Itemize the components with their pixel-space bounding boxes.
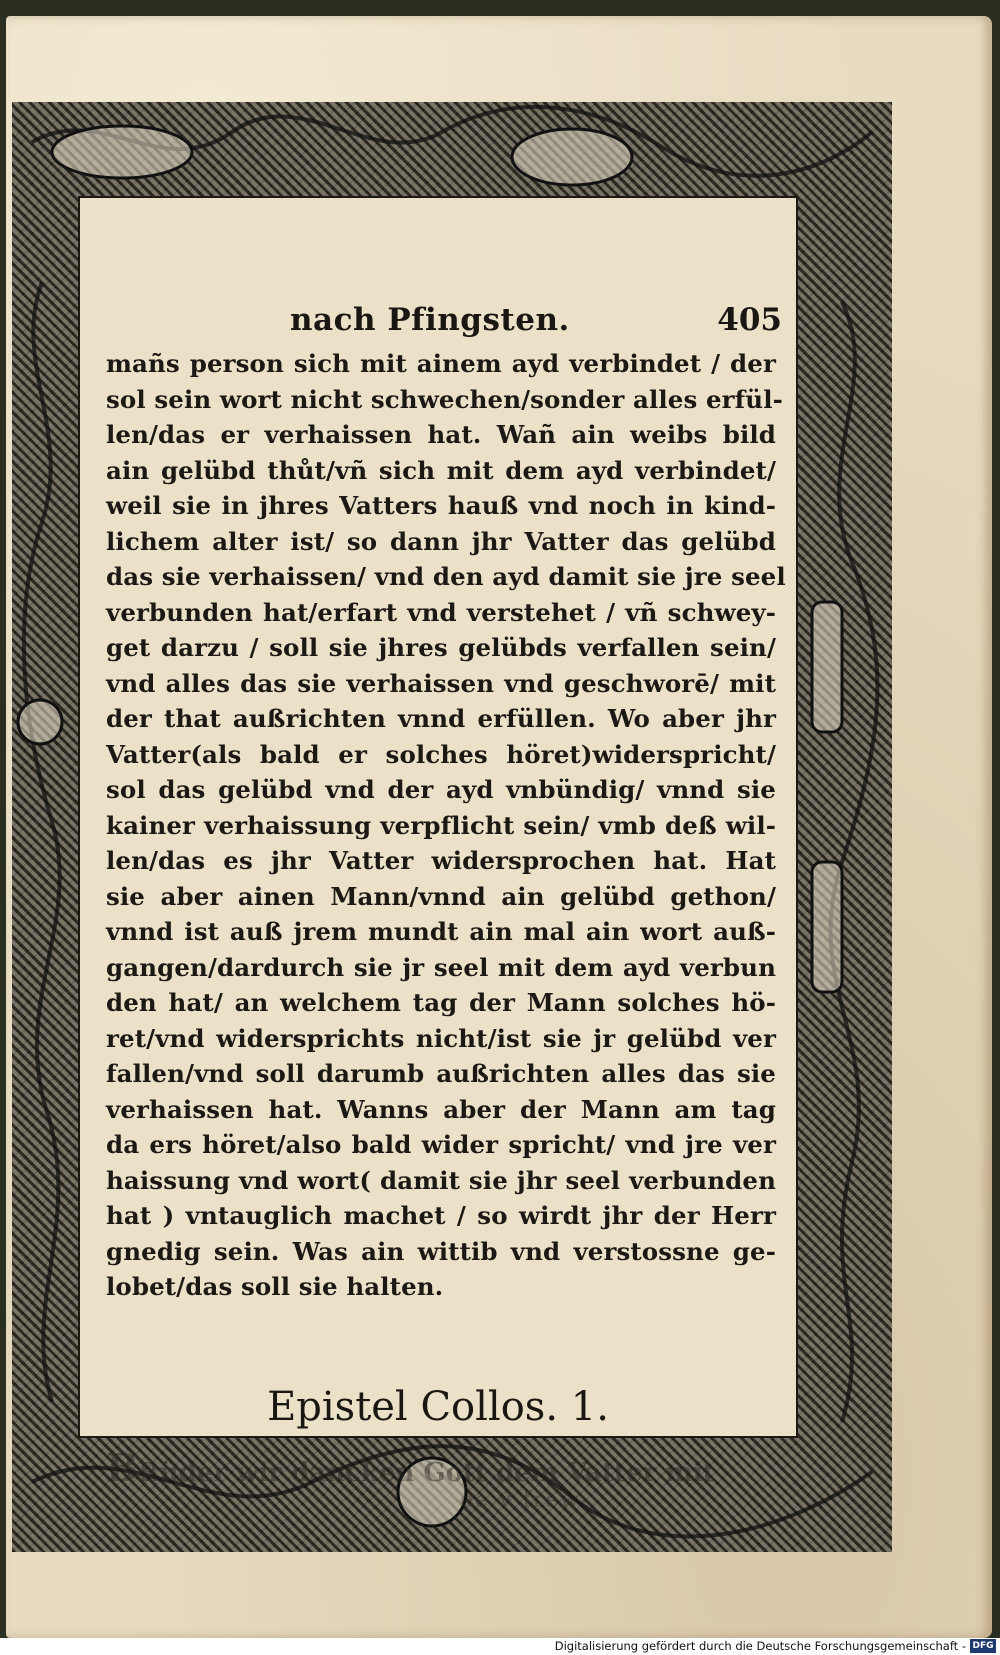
text-line: Vatter(als bald er solches höret)widerspricht/ bbox=[106, 739, 776, 769]
running-head: nach Pfingsten. bbox=[290, 302, 570, 338]
woodcut-border-frame bbox=[12, 102, 892, 1552]
text-line: sol das gelübd vnd der ayd vnbündig/ vnnd sie bbox=[106, 775, 776, 804]
text-line: mañs person sich mit ainem ayd verbindet / der bbox=[106, 349, 776, 378]
footer-credit: Digitalisierung gefördert durch die Deutsche Forschungsgemeinschaft - bbox=[554, 1639, 966, 1653]
page-number: 405 bbox=[717, 302, 782, 338]
bleed-through-fragment: ee v frew- bbox=[460, 1488, 591, 1513]
text-line: len/das es jhr Vatter widersprochen hat. Hat bbox=[106, 846, 776, 875]
text-line: ret/vnd widersprichts nicht/ist sie jr gelübd ver bbox=[106, 1023, 776, 1053]
text-line: der that außrichten vnnd erfüllen. Wo aber jhr bbox=[106, 704, 776, 733]
text-line: vnd alles das sie verhaissen vnd geschworē/ mit bbox=[106, 668, 776, 698]
page-header bbox=[80, 302, 796, 342]
text-line: len/das er verhaissen hat. Wañ ain weibs bild bbox=[106, 420, 776, 449]
text-line: weil sie in jhres Vatters hauß vnd noch in kind- bbox=[106, 491, 776, 520]
text-line: da ers höret/also bald wider spricht/ vnd jre ver bbox=[106, 1130, 776, 1159]
text-block bbox=[80, 198, 796, 1513]
section-heading: Epistel Collos. 1. bbox=[267, 1384, 609, 1430]
text-line: sie aber ainen Mann/vnnd ain gelübd gethon/ bbox=[106, 881, 776, 911]
text-line: lichem alter ist/ so dann jhr Vatter das gelübd bbox=[106, 526, 776, 556]
text-line: verhaissen hat. Wanns aber der Mann am tag bbox=[106, 1094, 776, 1124]
text-line: verbunden hat/erfart vnd verstehet / vñ schwey- bbox=[106, 597, 776, 627]
bleed-through-line bbox=[106, 1445, 776, 1490]
dfg-logo-icon: DFG bbox=[970, 1639, 996, 1653]
text-line: das sie verhaissen/ vnd den ayd damit sie jre seel bbox=[106, 562, 786, 591]
text-line: den hat/ an welchem tag der Mann solches hö- bbox=[106, 988, 776, 1017]
text-line: vnnd ist auß jrem mundt ain mal ain wort auß- bbox=[106, 917, 776, 946]
body-text bbox=[106, 346, 786, 1305]
text-line: kainer verhaissung verpflicht sein/ vmb deß wil- bbox=[106, 810, 776, 840]
text-line: get darzu / soll sie jhres gelübds verfallen sein/ bbox=[106, 633, 776, 662]
text-line: fallen/vnd soll darumb außrichten alles das sie bbox=[106, 1059, 776, 1088]
text-line: gnedig sein. Was ain wittib vnd verstossne ge- bbox=[106, 1236, 776, 1266]
digitization-footer bbox=[0, 1638, 1000, 1655]
text-line: hat ) vntauglich machet / so wirdt jhr der Herr bbox=[106, 1201, 776, 1230]
bleed-text: Rüder wir dancken Gott dem Vatter mit bbox=[138, 1458, 715, 1488]
text-line: haissung vnd wort( damit sie jhr seel verbunden bbox=[106, 1165, 776, 1195]
text-line: sol sein wort nicht schwechen/sonder alles erfül- bbox=[106, 384, 783, 414]
text-line: gangen/dardurch sie jr seel mit dem ayd verbun bbox=[106, 952, 776, 982]
text-line: ain gelübd thůt/vñ sich mit dem ayd verbindet/ bbox=[106, 455, 776, 485]
text-line: lobet/das soll sie halten. bbox=[106, 1272, 444, 1301]
bleed-initial: B bbox=[106, 1445, 139, 1490]
book-page bbox=[6, 16, 992, 1638]
